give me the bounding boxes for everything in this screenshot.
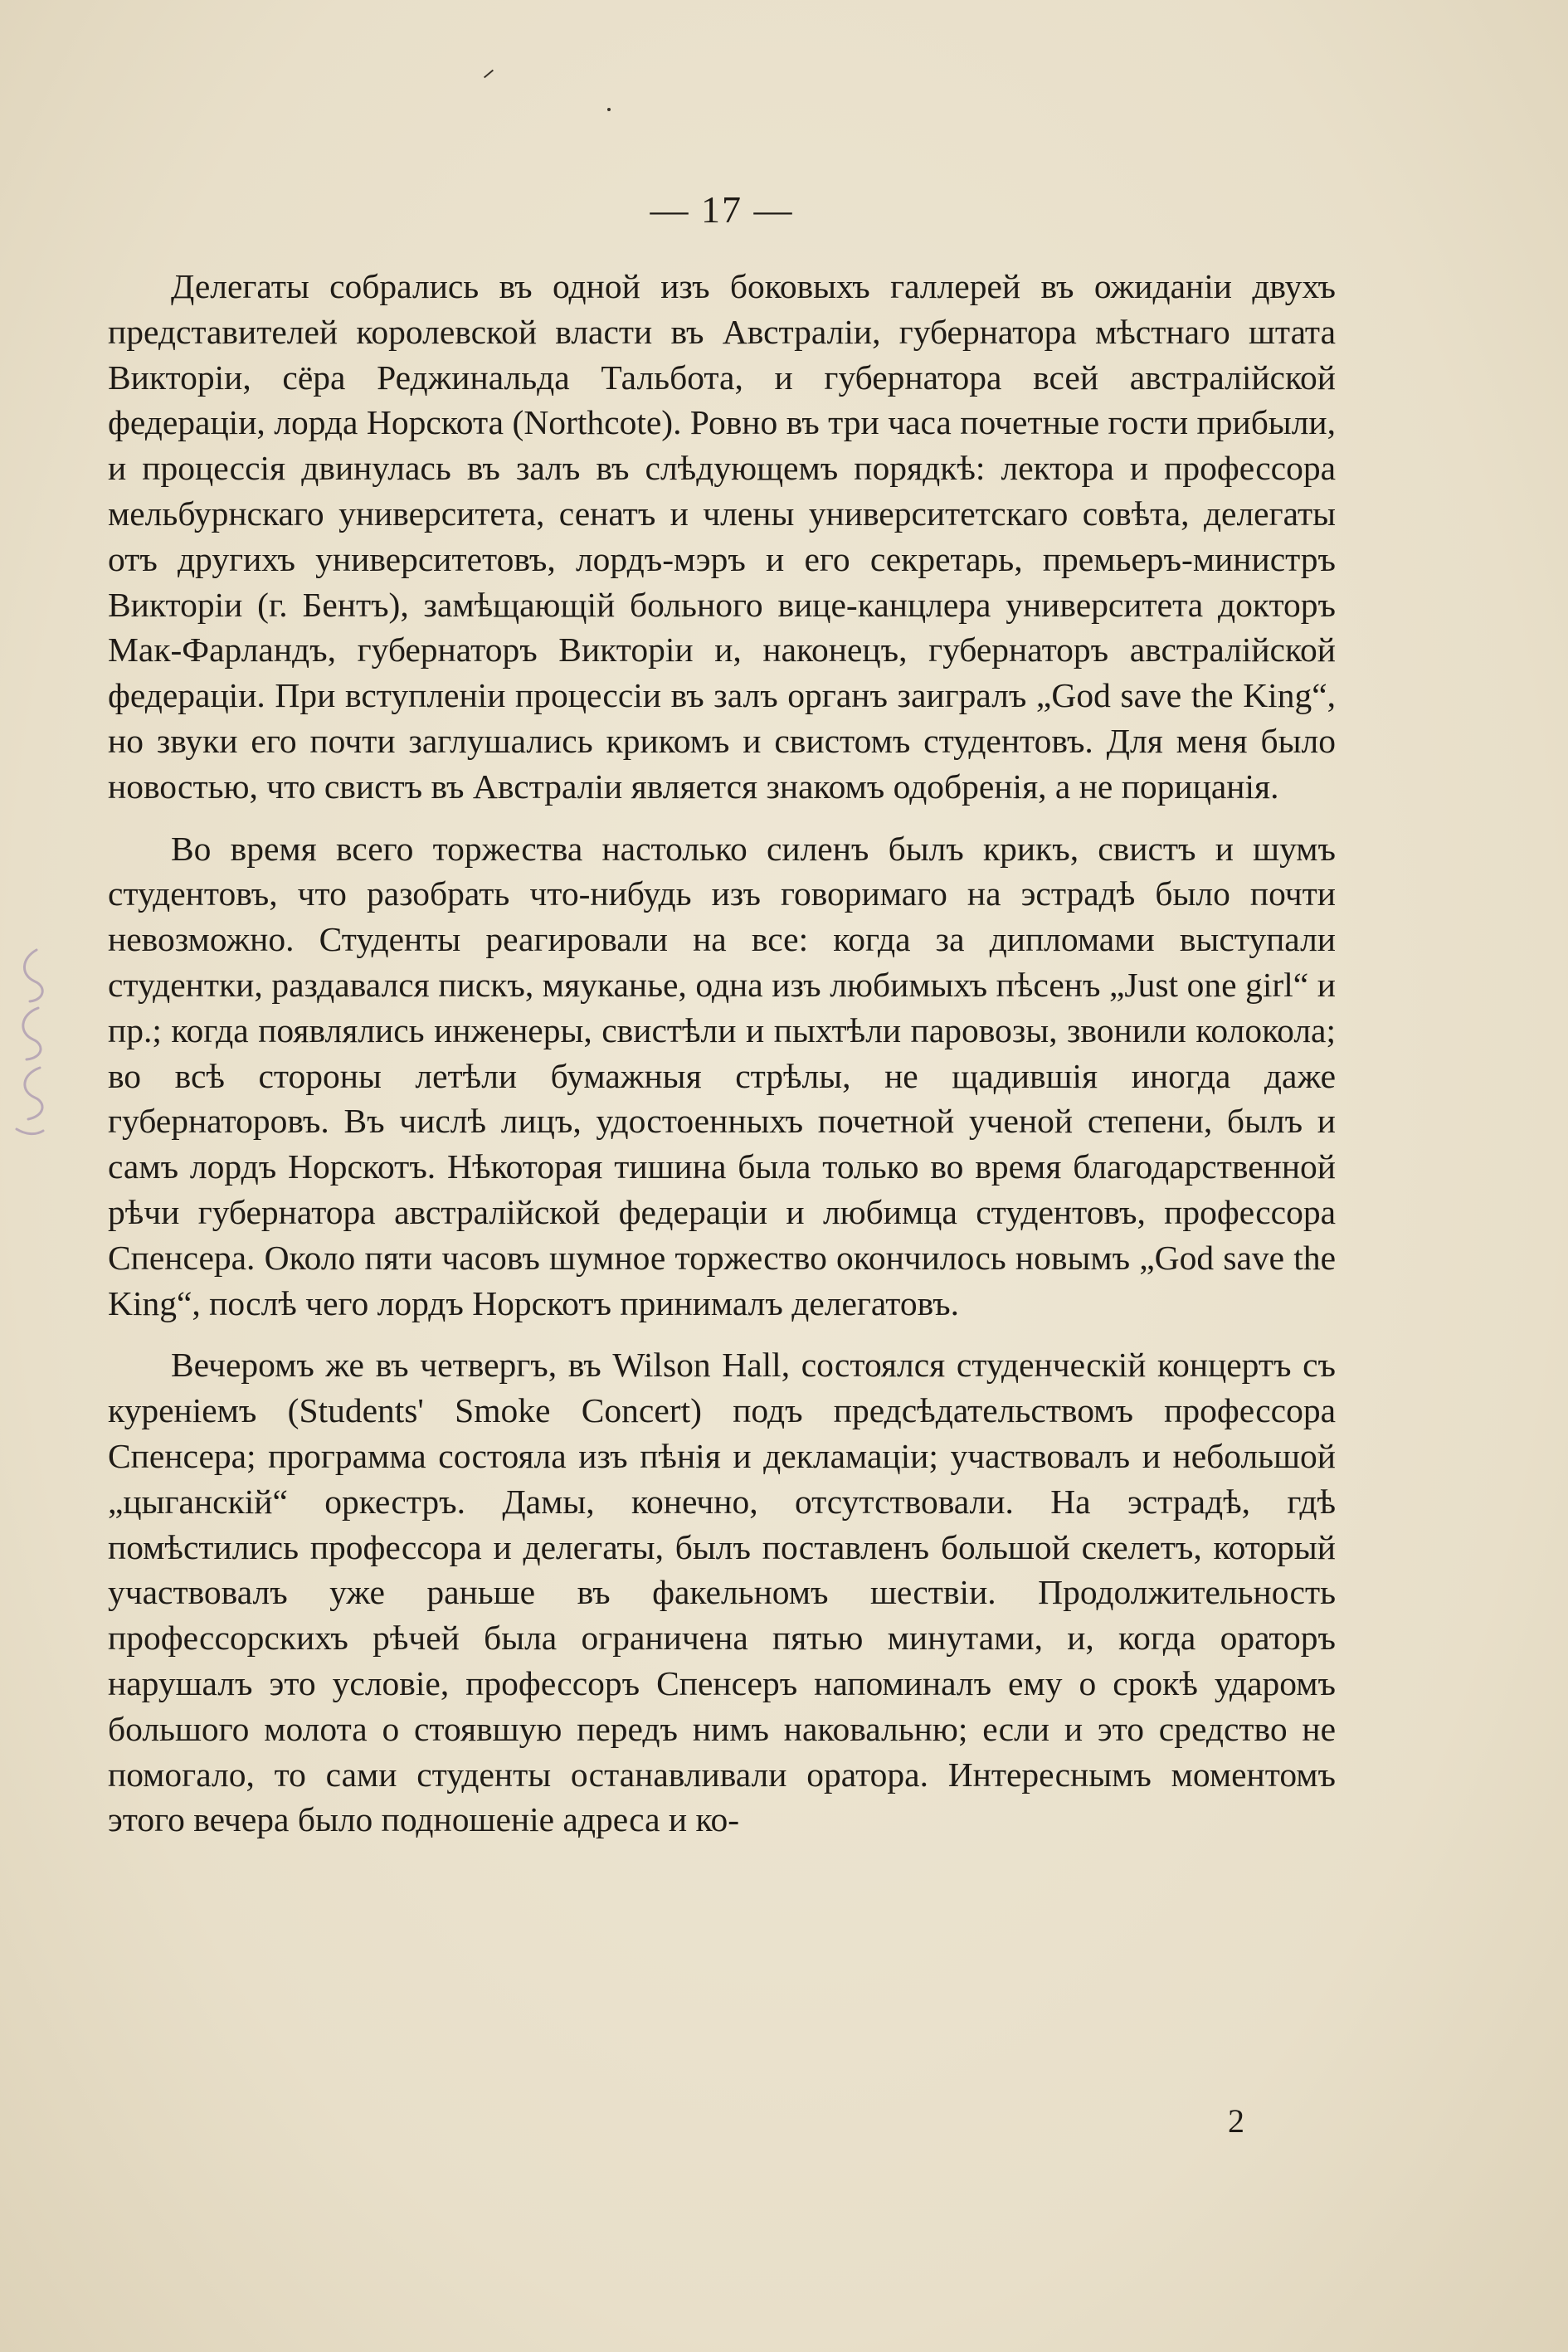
body-text [108,264,1336,1843]
ink-speck [607,108,611,111]
handwritten-margin-note [5,942,55,1149]
paragraph-2: Во время всего торжества настолько силенъ былъ крикъ, свистъ и шумъ студентовъ, что разобрать что-нибудь изъ говоримаго на эстрадѣ было почти невозможно. Студенты реагировали на все: когда за дипломами выступали студентки, раздавался пискъ, мяуканье, одна изъ любимыхъ пѣсенъ „Just one girl“ и пр.; когда появлялись инженеры, свистѣли и пыхтѣли паровозы, звонили колокола; во всѣ стороны летѣли бумажныя стрѣлы, не щадившія иногда даже губернаторовъ. Въ числѣ лицъ, удостоенныхъ почетной ученой степени, былъ и самъ лордъ Норскотъ. Нѣкоторая тишина была только во время благодарственной рѣчи губернатора австралійской федераціи и любимца студентовъ, профессора Спенсера. Около пяти часовъ шумное торжество окончилось новымъ „God save the King“, послѣ чего лордъ Норскотъ принималъ делегатовъ. [108,829,1336,1322]
paragraph-1: Делегаты собрались въ одной изъ боковыхъ галлерей въ ожиданіи двухъ представителей королевской власти въ Австраліи, губернатора мѣстнаго штата Викторіи, сёра Реджинальда Тальбота, и губернатора всей австралійской федераціи, лорда Норскота (Northcote). Ровно въ три часа почетные гости прибыли, и процессія двинулась въ залъ въ слѣдующемъ порядкѣ: лектора и профессора мельбурнскаго университета, сенатъ и члены университетскаго совѣта, делегаты отъ другихъ университетовъ, лордъ-мэръ и его секретарь, премьеръ-министръ Викторіи (г. Бентъ), замѣщающій больного вице-канцлера университета докторъ Мак-Фарландъ, губернаторъ Викторіи и, наконецъ, губернаторъ австралійской федераціи. При вступленіи процессіи въ залъ органъ заигралъ „God save the King“, но звуки его почти заглушались крикомъ и свистомъ студентовъ. Для меня было новостью, что свистъ въ Австраліи является знакомъ одобренія, а не порицанія. [108,267,1336,806]
paragraph-3: Вечеромъ же въ четвергъ, въ Wilson Hall, состоялся студенческій концертъ съ куреніемъ (Students' Smoke Concert) подъ предсѣдательствомъ профессора Спенсера; программа состояла изъ пѣнія и декламаціи; участвовалъ и небольшой „цыганскій“ оркестръ. Дамы, конечно, отсутствовали. На эстрадѣ, гдѣ помѣстились профессора и делегаты, былъ поставленъ большой скелетъ, который участвовалъ уже раньше въ факельномъ шествіи. Продолжительность профессорскихъ рѣчей была ограничена пятью минутами, и, когда ораторъ нарушалъ это условіе, профессоръ Спенсеръ напоминалъ ему о срокѣ ударомъ большого молота о стоявшую передъ нимъ наковальню; если и это средство не помогало, то сами студенты останавливали оратора. Интереснымъ моментомъ этого вечера было подношеніе адреса и ко- [108,1346,1336,1839]
signature-mark: 2 [1228,2102,1244,2140]
page-number: — 17 — [650,188,794,231]
ink-mark [484,70,494,79]
